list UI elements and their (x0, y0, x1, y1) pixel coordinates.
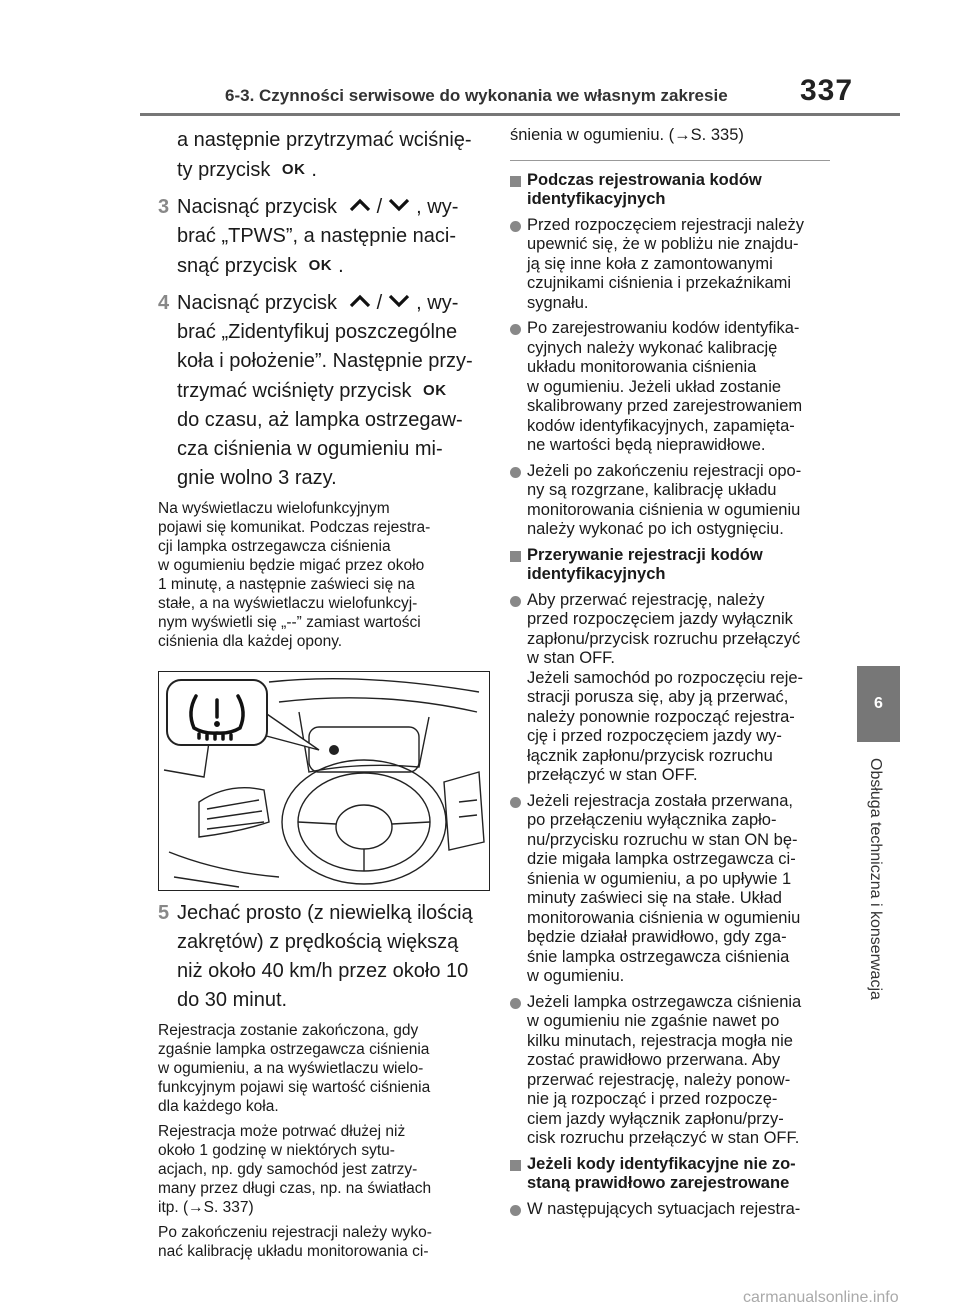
list-item: Aby przerwać rejestrację, należy przed rozpoczęciem jazdy wyłącznik zapłonu/przycisk rozruchu przełączyć w stan OFF. Jeżeli samochód po rozpoczęciu reje- stracji porusza się, aby ją przerwać, należy ponownie rozpocząć rejestra- cję i przed rozpoczęciem jazdy wy- łącznik zapłonu/przycisk rozruchu przełączyć w stan OFF. (510, 591, 830, 786)
chevron-up-icon (348, 198, 372, 212)
section-heading: Jeżeli kody identyfikacyjne nie zo- staną prawidłowo zarejestrowane (510, 1155, 830, 1194)
text-line: trzymać wciśnięty przycisk OK (177, 376, 491, 406)
text-line: snąć przycisk OK . (177, 251, 491, 281)
step2-continuation (158, 126, 491, 185)
chapter-number: 6 (874, 695, 883, 712)
list-item: Przed rozpoczęciem rejestracji należy upewnić się, że w pobliżu nie znajdu- ją się inne koła z zamontowanymi czujnikami ciśnienia i przekaźnikami sygnału. (510, 216, 830, 314)
text-line: brać „Zidentyfikuj poszczególne (177, 321, 458, 343)
left-column (158, 126, 491, 1261)
step-4 (158, 289, 491, 493)
text-line: cza ciśnienia w ogumieniu mi- (177, 438, 443, 460)
round-bullet-icon (510, 324, 521, 335)
round-bullet-icon (510, 221, 521, 232)
step-5: 5 Jechać prosto (z niewielką ilością zakrętów) z prędkością większą niż około 40 km/h przez około 10 do 30 minut. (158, 899, 491, 1015)
step-number: 3 (158, 196, 170, 218)
text-line: ty przycisk OK . (177, 155, 491, 185)
note-paragraph: Na wyświetlaczu wielofunkcyjnym pojawi się komunikat. Podczas rejestra- cji lampka ostrzegawcza ciśnienia w ogumieniu będzie migać przez około 1 minutę, a następnie zaświeci się na stałe, a na wyświetlaczu wielofunkcyj- nym wyświetli się „--” zamiast wartości ciśnienia dla każdej opony. (158, 500, 431, 650)
watermark-link[interactable]: carmanualsonline.info (743, 1289, 899, 1306)
chapter-tab[interactable] (857, 666, 900, 742)
note-paragraph: Po zakończeniu rejestracji należy wyko- nać kalibrację układu monitorowania ci- (158, 1224, 432, 1260)
running-header: 6-3. Czynności serwisowe do wykonania we własnym zakresie (225, 86, 728, 105)
square-bullet-icon (510, 1160, 521, 1171)
right-column (510, 126, 830, 1219)
chevron-down-icon (387, 294, 411, 308)
square-bullet-icon (510, 176, 521, 187)
section-heading: Podczas rejestrowania kodów identyfikacyjnych (510, 171, 830, 210)
list-item: Jeżeli lampka ostrzegawcza ciśnienia w ogumieniu nie zgaśnie nawet po kilku minutach, rejestracja mogła nie zostać prawidłowo przerwana. Aby przerwać rejestrację, należy ponow- nie ją rozpocząć i przed rozpoczę- ciem jazdy wyłącznik zapłonu/przy- cisk rozruchu przełączyć w stan OFF. (510, 993, 830, 1149)
section-divider (510, 160, 830, 161)
text-line: koła i położenie”. Następnie przy- (177, 350, 473, 372)
square-bullet-icon (510, 551, 521, 562)
round-bullet-icon (510, 467, 521, 478)
step-3 (158, 193, 491, 281)
round-bullet-icon (510, 998, 521, 1009)
round-bullet-icon (510, 797, 521, 808)
page-number: 337 (800, 74, 854, 107)
list-item: W następujących sytuacjach rejestra- (510, 1200, 830, 1220)
section-heading: Przerywanie rejestracji kodów identyfikacyjnych (510, 546, 830, 585)
list-item: Jeżeli po zakończeniu rejestracji opo- ny są rozgrzane, kalibrację układu monitorowania ciśnienia w ogumieniu należy wykonać po ich ostygnięciu. (510, 462, 830, 540)
ok-button-glyph: OK (281, 161, 306, 178)
text-line: brać „TPWS”, a następnie naci- (177, 225, 456, 247)
text-line: a następnie przytrzymać wciśnię- (177, 129, 472, 151)
step-number: 5 (158, 902, 170, 924)
text-line: Nacisnąć przycisk / , wy- (177, 196, 459, 218)
step-number: 4 (158, 292, 170, 314)
ok-button-glyph: OK (308, 257, 333, 274)
round-bullet-icon (510, 596, 521, 607)
chevron-up-icon (348, 294, 372, 308)
chevron-down-icon (387, 198, 411, 212)
list-item: Jeżeli rejestracja została przerwana, po przełączeniu wyłącznika zapło- nu/przycisku rozruchu w stan ON bę- dzie migała lampka ostrzegawcza ci- śnienia w ogumieniu, a po upływie 1 minuty zaświeci się na stałe. Układ monitorowania ciśnienia w ogumieniu będzie działał prawidłowo, gdy zga- śnie lampka ostrzegawcza ciśnienia w ogumieniu. (510, 792, 830, 987)
list-item: Po zarejestrowaniu kodów identyfika- cyjnych należy wykonać kalibrację układu monitorowania ciśnienia w ogumieniu. Jeżeli układ zostanie skalibrowany przed zarejestrowaniem kodów identyfikacyjnych, zapamięta- ne wartości będą nieprawidłowe. (510, 319, 830, 456)
text-line: do czasu, aż lampka ostrzegaw- (177, 409, 463, 431)
round-bullet-icon (510, 1205, 521, 1216)
ok-button-glyph: OK (423, 382, 447, 399)
dashboard-drawing (159, 672, 489, 889)
text-line: gnie wolno 3 razy. (177, 467, 337, 489)
chapter-title: Obsługa techniczna i konserwacja (867, 758, 884, 1000)
note-paragraph: Rejestracja zostanie zakończona, gdy zgaśnie lampka ostrzegawcza ciśnienia w ogumieniu, a na wyświetlaczu wielo- funkcyjnym pojawi się wartość ciśnienia dla każdego koła. (158, 1022, 431, 1115)
header-divider (140, 113, 900, 116)
note-paragraph: Rejestracja może potrwać dłużej niż około 1 godzinę w niektórych sytu- acjach, np. gdy samochód jest zatrzy- many przez długi czas, np. na światłach itp. (→S. 337) (158, 1123, 432, 1216)
continued-text: śnienia w ogumieniu. (→S. 335) (510, 126, 744, 144)
dashboard-illustration (158, 671, 490, 891)
text-line: Nacisnąć przycisk / , wy- (177, 292, 459, 314)
